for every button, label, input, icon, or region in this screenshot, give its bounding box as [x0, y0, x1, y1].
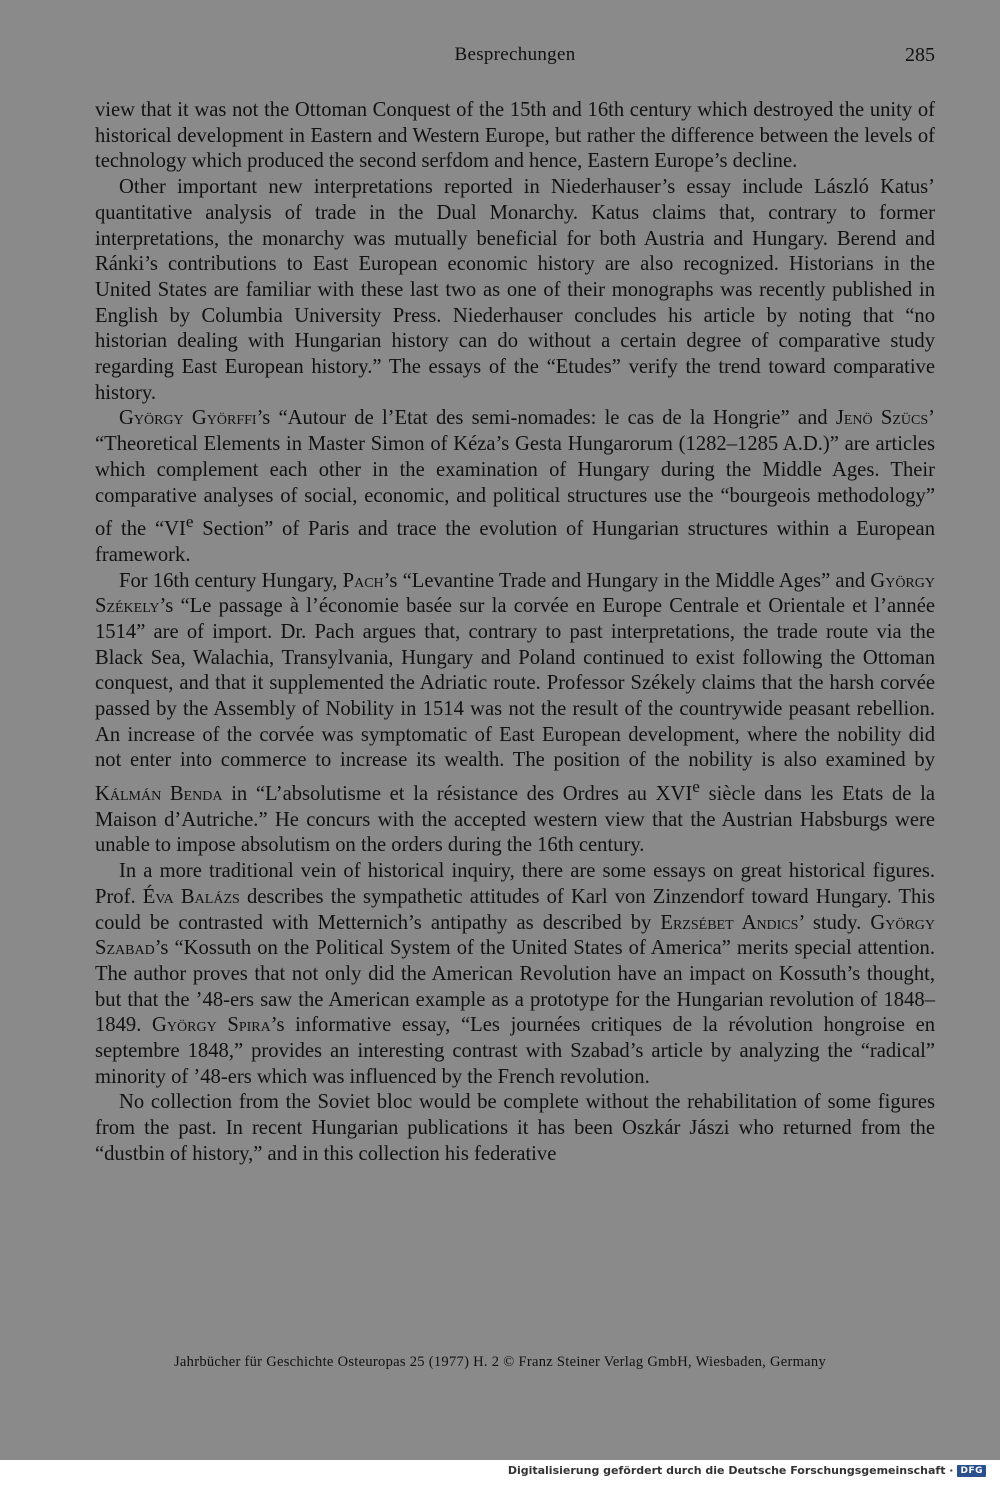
- author-name: György Györffi: [119, 407, 257, 430]
- author-name: György Szabad: [95, 911, 936, 960]
- text-run: No collection from the Soviet bloc would be complete without the rehabilitation of some figures from the past. In recent Hungarian publications it has been Oszkár Jászi who returned from the “dustbin of history,” and in this collection his federative: [95, 1091, 935, 1165]
- page-number: 285: [905, 44, 935, 66]
- author-name: Jenö Szücs: [835, 407, 929, 430]
- superscript: e: [185, 512, 194, 532]
- paragraph: [95, 175, 935, 406]
- dfg-logo-icon: DFG: [957, 1465, 986, 1477]
- text-run: ’ “Theoretical Elements in Master Simon of Kéza’s Gesta Hungarorum (1282–1285 A.D.)” are articles which complement each other in the examination of Hungary during the Middle Ages. Their comparative analyses of social, economic, and political structures use the “bourgeois methodology” of the “VI: [95, 407, 935, 541]
- text-run: In a more traditional vein of historical inquiry, there are some essays on great historical figures. Prof.: [95, 860, 935, 908]
- text-run: describes the sympathetic attitudes of Karl von Zinzendorf toward Hungary. This could be contrasted with Metternich’s antipathy as described by: [95, 885, 935, 934]
- superscript: e: [692, 777, 700, 797]
- author-name: Erzsébet Andics: [660, 911, 799, 934]
- author-name: Éva Balázs: [142, 885, 240, 908]
- funding-credit: [508, 1464, 986, 1477]
- author-name: Pach: [342, 569, 384, 592]
- text-run: view that it was not the Ottoman Conquest of the 15th and 16th century which destroyed the unity of historical development in Eastern and Western Europe, but rather the difference between the levels of technology which produced the second serfdom and hence, Eastern Europe’s decline.: [95, 99, 935, 173]
- page-header: [95, 44, 935, 74]
- paragraph: [95, 569, 935, 860]
- paragraph: [95, 859, 935, 1090]
- text-run: ’s “Levantine Trade and Hungary in the Middle Ages” and: [383, 569, 871, 592]
- text-run: ’ study.: [798, 911, 871, 934]
- text-run: For 16th century Hungary,: [119, 569, 343, 592]
- text-run: ’s “Autour de l’Etat des semi-nomades: le cas de la Hongrie” and: [256, 407, 836, 430]
- text-run: ’s “Le passage à l’économie basée sur la corvée en Europe Centrale et Orientale et l’année 1514” are of import. Dr. Pach argues that, contrary to past interpretations, the trade route via the Black Sea, Walachia, Transylvania, Hungary and Poland continued to exist following the Ottoman conquest, and that it supplemented the Adriatic route. Professor Székely claims that the harsh corvée passed by the Assembly of Nobility in 1514 was not the result of the countrywide peasant rebellion. An increase of the corvée was symptomatic of East European development, where the nobility did not enter into commerce to increase its wealth. The position of the nobility is also examined by: [95, 595, 935, 772]
- text-run: Other important new interpretations reported in Niederhauser’s essay include László Katus’ quantitative analysis of trade in the Dual Monarchy. Katus claims that, contrary to former interpretations, the monarchy was mutually beneficial for both Austria and Hungary. Berend and Ránki’s contributions to East European economic history are also recognized. Historians in the United States are familiar with these last two as one of their monographs was recently published in English by Columbia University Press. Niederhauser concludes his article by noting that “no historian dealing with Hungarian history can do without a certain degree of comparative study regarding East European history.” The essays of the “Etudes” verify the trend toward comparative history.: [95, 176, 935, 404]
- paragraph: [95, 1090, 935, 1167]
- running-head: Besprechungen: [454, 44, 576, 65]
- author-name: Kálmán Benda: [95, 783, 223, 805]
- paragraph: [95, 98, 935, 175]
- funding-credit-text: Digitalisierung gefördert durch die Deutsche Forschungsgemeinschaft ·: [507, 1464, 954, 1477]
- text-run: ’s informative essay, “Les journées critiques de la révolution hongroise en septembre 1848,” provides an interesting contrast with Szabad’s article by analyzing the “radical” minority of ’48-ers which was influenced by the French revolution.: [95, 1014, 936, 1088]
- author-name: György Székely: [95, 569, 935, 618]
- paragraph: [95, 406, 935, 568]
- author-name: György Spira: [152, 1014, 271, 1037]
- text-run: siècle dans les Etats de la Maison d’Autriche.” He concurs with the accepted western view that the Austrian Habsburgs were unable to impose absolutism on the orders during the 16th century.: [95, 783, 935, 857]
- text-run: Section” of Paris and trace the evolution of Hungarian structures within a European framework.: [95, 518, 935, 566]
- publication-citation: Jahrbücher für Geschichte Osteuropas 25 (1977) H. 2 © Franz Steiner Verlag GmbH, Wiesbaden, Germany: [173, 1354, 827, 1370]
- body-text: [95, 98, 935, 1168]
- text-run: in “L’absolutisme et la résistance des Ordres au XVI: [222, 783, 693, 805]
- text-run: ’s “Kossuth on the Political System of the United States of America” merits special attention. The author proves that not only did the American Revolution have an impact on Kossuth’s thought, but that the ’48-ers saw the American example as a prototype for the Hungarian revolution of 1848–1849.: [95, 937, 935, 1037]
